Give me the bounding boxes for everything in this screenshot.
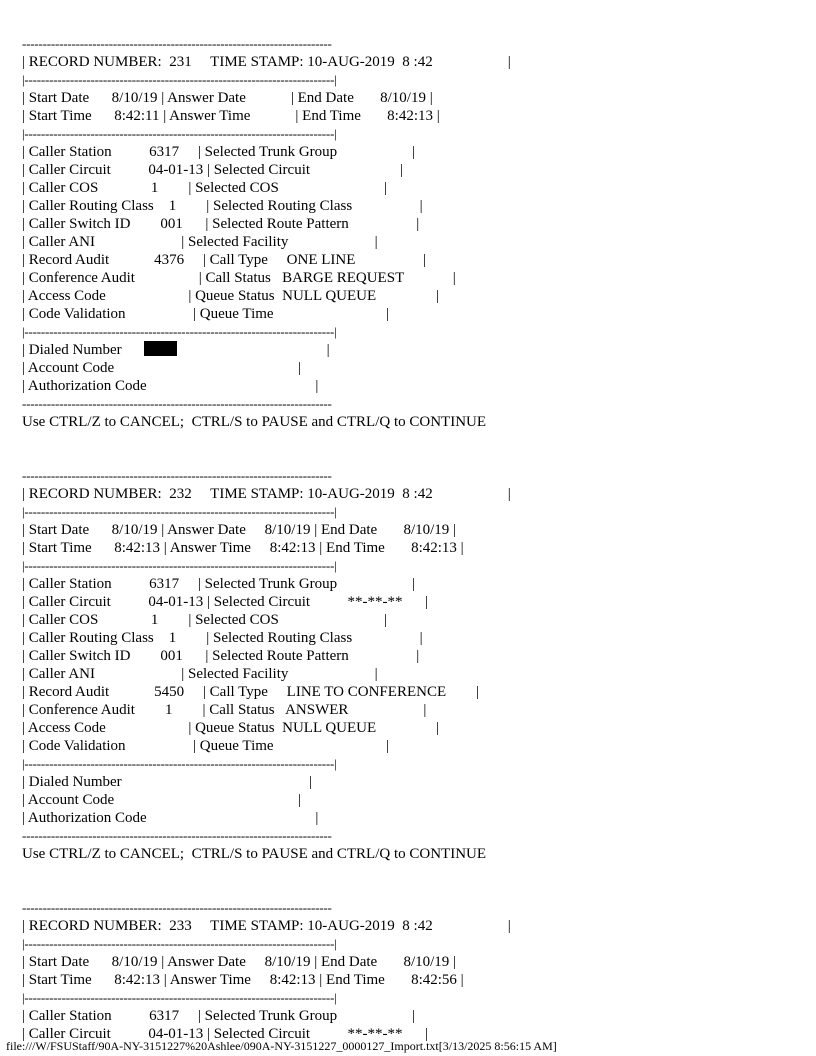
record-line: | Conference Audit | Call Status BARGE REQUEST | (22, 270, 456, 286)
separator: |---------------------------------------------------------------------------| (22, 324, 337, 339)
record-line: | Record Audit 4376 | Call Type ONE LINE | (22, 252, 426, 268)
record-line: | Start Date 8/10/19 | Answer Date | End Date 8/10/19 | (22, 90, 433, 106)
record-line: | Caller Circuit 04-01-13 | Selected Circuit **-**-** | (22, 594, 429, 610)
separator: |---------------------------------------------------------------------------| (22, 756, 337, 771)
document-body (22, 35, 802, 1043)
record-line: | Record Audit 5450 | Call Type LINE TO CONFERENCE | (22, 684, 480, 700)
file-path-footer: file:///W/FSUStaff/90A-NY-3151227%20Ashlee/090A-NY-3151227_0000127_Import.txt[3/13/2025 8:56:15 AM] (6, 1039, 557, 1053)
separator: |---------------------------------------------------------------------------| (22, 558, 337, 573)
authorization-code-line: | Authorization Code | (22, 810, 319, 826)
record-header-line: | RECORD NUMBER: 233 TIME STAMP: 10-AUG-2019 8 :42 | (22, 918, 511, 934)
record-line: | Caller COS 1 | Selected COS | (22, 180, 387, 196)
dialed-number-line: | Dialed Number | (22, 774, 313, 790)
record-line: | Conference Audit 1 | Call Status ANSWER | (22, 702, 427, 718)
record-header-line: | RECORD NUMBER: 232 TIME STAMP: 10-AUG-2019 8 :42 | (22, 486, 511, 502)
record-line: | Caller Routing Class 1 | Selected Routing Class | (22, 198, 423, 214)
dialed-number-tail: | (176, 342, 330, 358)
record-line: | Start Date 8/10/19 | Answer Date 8/10/19 | End Date 8/10/19 | (22, 954, 457, 970)
record-line: | Caller Switch ID 001 | Selected Route Pattern | (22, 216, 420, 232)
record-line: | Start Date 8/10/19 | Answer Date 8/10/19 | End Date 8/10/19 | (22, 522, 457, 538)
separator: --------------------------------------------------------------------------- (22, 900, 332, 915)
dialed-number-label: | Dialed Number (22, 342, 122, 358)
separator: --------------------------------------------------------------------------- (22, 828, 332, 843)
record-block (22, 467, 802, 863)
record-line: | Start Time 8:42:11 | Answer Time | End Time 8:42:13 | (22, 108, 440, 124)
record-line: | Start Time 8:42:13 | Answer Time 8:42:13 | End Time 8:42:13 | (22, 540, 464, 556)
separator: --------------------------------------------------------------------------- (22, 468, 332, 483)
record-line: | Start Time 8:42:13 | Answer Time 8:42:13 | End Time 8:42:56 | (22, 972, 464, 988)
separator: |---------------------------------------------------------------------------| (22, 990, 337, 1005)
record-block (22, 899, 802, 1043)
record-line: | Caller ANI | Selected Facility | (22, 234, 378, 250)
account-code-line: | Account Code | (22, 360, 301, 376)
record-line: | Caller Station 6317 | Selected Trunk Group | (22, 1008, 416, 1024)
redaction-box (144, 341, 177, 356)
record-header-line: | RECORD NUMBER: 231 TIME STAMP: 10-AUG-2019 8 :42 | (22, 54, 511, 70)
record-line: | Caller ANI | Selected Facility | (22, 666, 378, 682)
ctrl-message: Use CTRL/Z to CANCEL; CTRL/S to PAUSE and CTRL/Q to CONTINUE (22, 414, 487, 430)
separator: --------------------------------------------------------------------------- (22, 36, 332, 51)
dialed-number-line (22, 341, 802, 359)
record-line: | Caller Switch ID 001 | Selected Route Pattern | (22, 648, 420, 664)
separator: |---------------------------------------------------------------------------| (22, 72, 337, 87)
account-code-line: | Account Code | (22, 792, 301, 808)
record-line: | Caller Circuit 04-01-13 | Selected Circuit **-**-** | (22, 1026, 429, 1042)
authorization-code-line: | Authorization Code | (22, 378, 319, 394)
ctrl-message: Use CTRL/Z to CANCEL; CTRL/S to PAUSE and CTRL/Q to CONTINUE (22, 846, 487, 862)
separator: |---------------------------------------------------------------------------| (22, 126, 337, 141)
record-line: | Caller Circuit 04-01-13 | Selected Circuit | (22, 162, 404, 178)
record-line: | Access Code | Queue Status NULL QUEUE | (22, 720, 440, 736)
record-line: | Code Validation | Queue Time | (22, 738, 390, 754)
record-line: | Code Validation | Queue Time | (22, 306, 390, 322)
record-line: | Caller Station 6317 | Selected Trunk Group | (22, 144, 416, 160)
separator: --------------------------------------------------------------------------- (22, 396, 332, 411)
separator: |---------------------------------------------------------------------------| (22, 936, 337, 951)
separator: |---------------------------------------------------------------------------| (22, 504, 337, 519)
record-line: | Caller Station 6317 | Selected Trunk Group | (22, 576, 416, 592)
record-line: | Caller Routing Class 1 | Selected Routing Class | (22, 630, 423, 646)
record-block (22, 35, 802, 431)
record-line: | Access Code | Queue Status NULL QUEUE | (22, 288, 440, 304)
record-line: | Caller COS 1 | Selected COS | (22, 612, 387, 628)
